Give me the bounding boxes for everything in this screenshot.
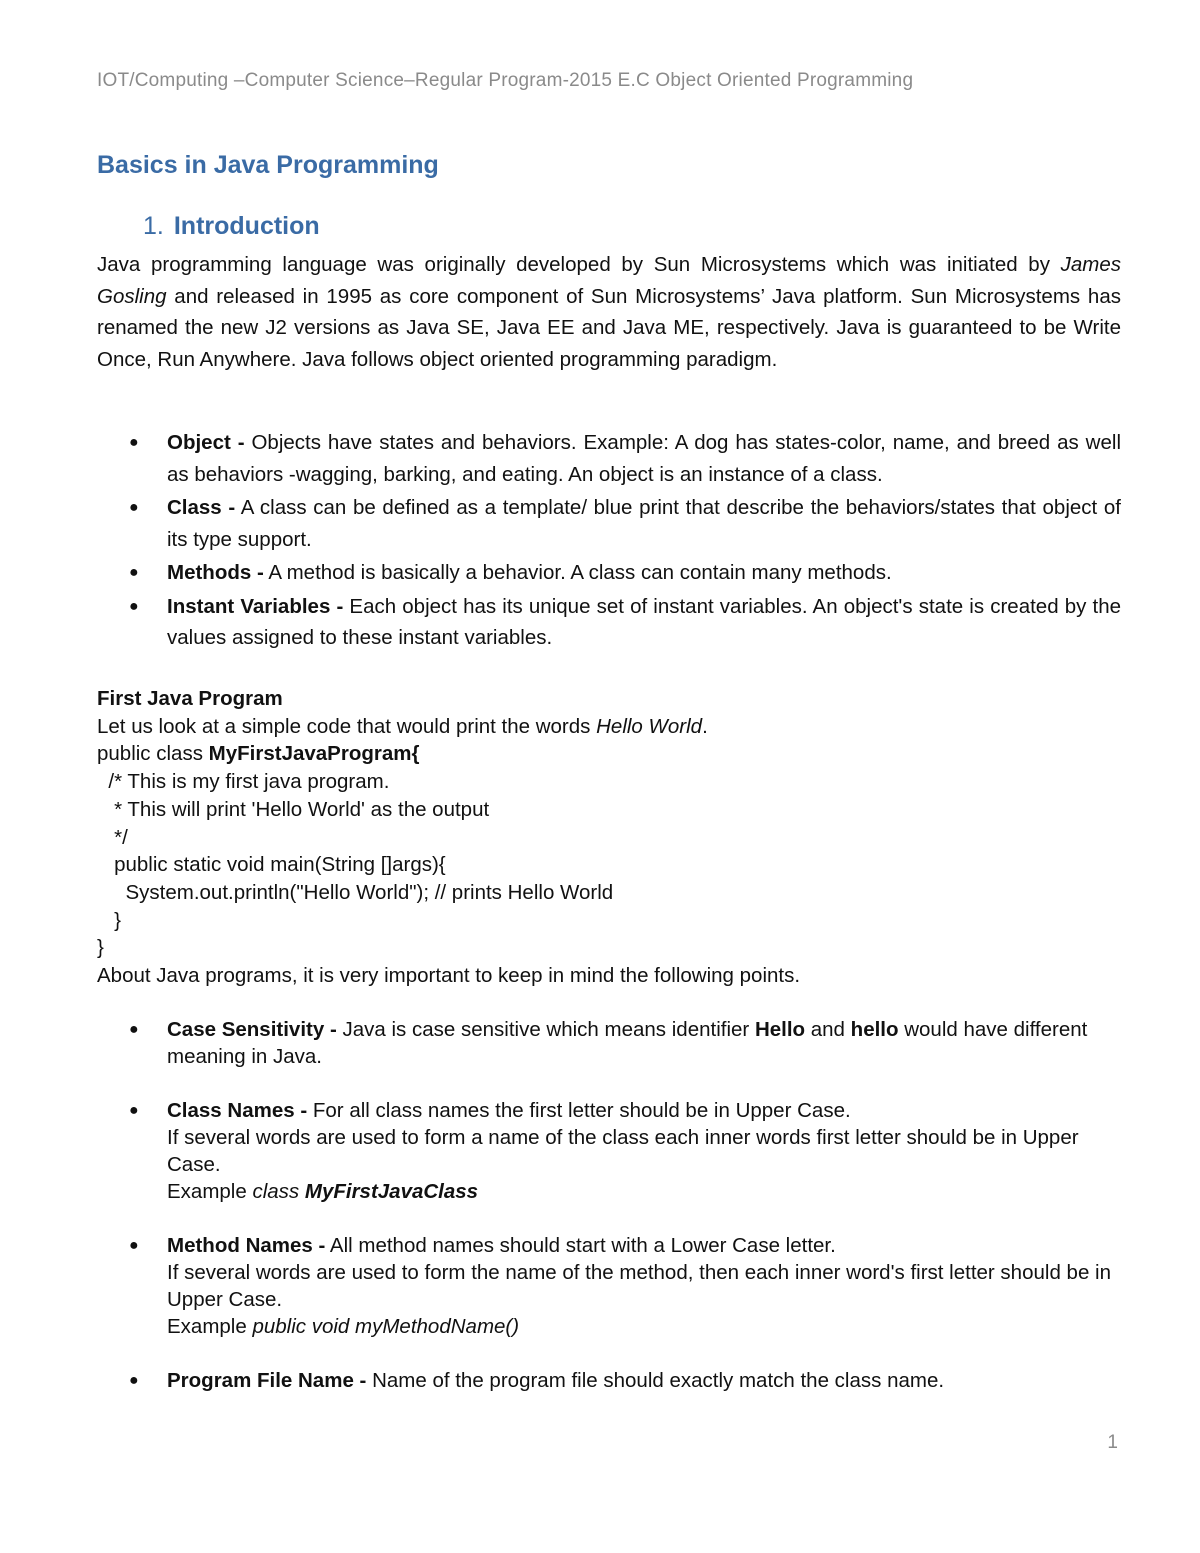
list-item — [97, 1097, 1121, 1205]
identifier-hello-upper: Hello — [754, 1018, 806, 1041]
code-line: public static void main(String []args){ — [97, 853, 446, 877]
list-item — [97, 492, 1121, 555]
bullet-icon: ● — [129, 597, 139, 615]
list-item — [97, 591, 1121, 654]
document-title: Basics in Java Programming — [97, 151, 439, 179]
term-desc: All method names should start with a Lower Case letter. — [325, 1234, 836, 1257]
bullet-icon: ● — [129, 1021, 139, 1038]
term-desc: Objects have states and behaviors. Example: A dog has states-color, name, and breed as well as behaviors -wagging, barking, and eating. An object is an instance of a class. — [167, 431, 1121, 486]
term-class-names: Class Names - — [167, 1099, 308, 1122]
list-item — [97, 557, 1121, 589]
example-label: Example — [167, 1315, 253, 1338]
program-intro-text: Let us look at a simple code that would print the words — [97, 714, 597, 738]
term-desc: A method is basically a behavior. A class can contain many methods. — [263, 561, 892, 584]
intro-paragraph — [97, 249, 1121, 375]
term-desc: would have different meaning in Java. — [167, 1018, 1088, 1068]
bullet-icon: ● — [129, 434, 139, 451]
running-header: IOT/Computing –Computer Science–Regular Program-2015 E.C Object Oriented Programming — [97, 70, 914, 91]
term-desc: Each object has its unique set of instant variables. An object's state is created by the values assigned to these instant variables. — [167, 594, 1121, 649]
code-line: System.out.println("Hello World"); // prints Hello World — [97, 880, 614, 904]
term-desc: If several words are used to form the name of the method, then each inner word's first letter should be in Upper Case. — [167, 1261, 1111, 1311]
term-instant-variables: Instant Variables - — [167, 594, 344, 618]
term-object: Object - — [167, 431, 245, 454]
list-item — [97, 427, 1121, 490]
code-class-line — [97, 740, 800, 768]
bullet-icon: ● — [129, 564, 139, 581]
program-section — [97, 685, 800, 990]
program-intro — [97, 713, 800, 741]
term-desc: A class can be defined as a template/ blue print that describe the behaviors/states that object of its type support. — [167, 496, 1121, 551]
code-line: * This will print 'Hello World' as the output — [97, 797, 490, 821]
intro-author: James Gosling — [97, 253, 1121, 308]
page-number: 1 — [1107, 1432, 1118, 1453]
list-item — [97, 1367, 1121, 1394]
points-intro: About Java programs, it is very important to keep in mind the following points. — [97, 964, 801, 988]
concept-list — [97, 427, 1121, 656]
term-case-sensitivity: Case Sensitivity - — [167, 1018, 337, 1041]
intro-text-1: Java programming language was originally developed by Sun Microsystems which was initiated by — [97, 253, 1061, 276]
term-desc: For all class names the first letter should be in Upper Case. — [307, 1099, 851, 1122]
term-desc: and — [805, 1018, 851, 1041]
example-keyword: class — [252, 1180, 305, 1203]
term-desc: If several words are used to form a name of the class each inner words first letter should be in Upper Case. — [167, 1126, 1079, 1176]
example-class-name: MyFirstJavaClass — [304, 1180, 479, 1203]
program-intro-italic: Hello World — [596, 714, 703, 738]
program-heading: First Java Program — [97, 687, 283, 710]
term-desc: Name of the program file should exactly match the class name. — [366, 1369, 945, 1392]
list-item — [97, 1232, 1121, 1340]
code-line: } — [97, 936, 104, 960]
example-method-name: public void myMethodName() — [252, 1315, 520, 1338]
bullet-icon: ● — [129, 1237, 139, 1254]
section-number: 1. — [143, 212, 164, 240]
example-label: Example — [167, 1180, 253, 1203]
list-item — [97, 1016, 1121, 1070]
identifier-hello-lower: hello — [850, 1018, 899, 1041]
code-keyword: public class — [97, 742, 209, 766]
term-desc: Java is case sensitive which means identifier — [336, 1018, 755, 1041]
bullet-icon: ● — [129, 499, 139, 516]
code-line: /* This is my first java program. — [97, 770, 390, 794]
term-method-names: Method Names - — [167, 1234, 326, 1257]
bullet-icon: ● — [129, 1372, 139, 1389]
code-class-name: MyFirstJavaProgram{ — [208, 742, 420, 766]
program-intro-end: . — [702, 714, 708, 738]
points-list — [97, 1016, 1121, 1421]
code-line: */ — [97, 825, 128, 849]
term-methods: Methods - — [167, 561, 264, 584]
section-heading — [143, 212, 320, 241]
code-line: } — [97, 908, 121, 932]
intro-text-2: and released in 1995 as core component of Sun Microsystems’ Java platform. Sun Microsystems has renamed the new J2 versions as Java SE, Java EE and Java ME, respectively. Java is guaranteed to be Write Once, Run Anywhere. Java follows object oriented programming paradigm. — [97, 284, 1121, 371]
term-program-file-name: Program File Name - — [167, 1369, 367, 1392]
section-title: Introduction — [173, 212, 320, 240]
term-class: Class - — [167, 496, 236, 519]
bullet-icon: ● — [129, 1102, 139, 1119]
